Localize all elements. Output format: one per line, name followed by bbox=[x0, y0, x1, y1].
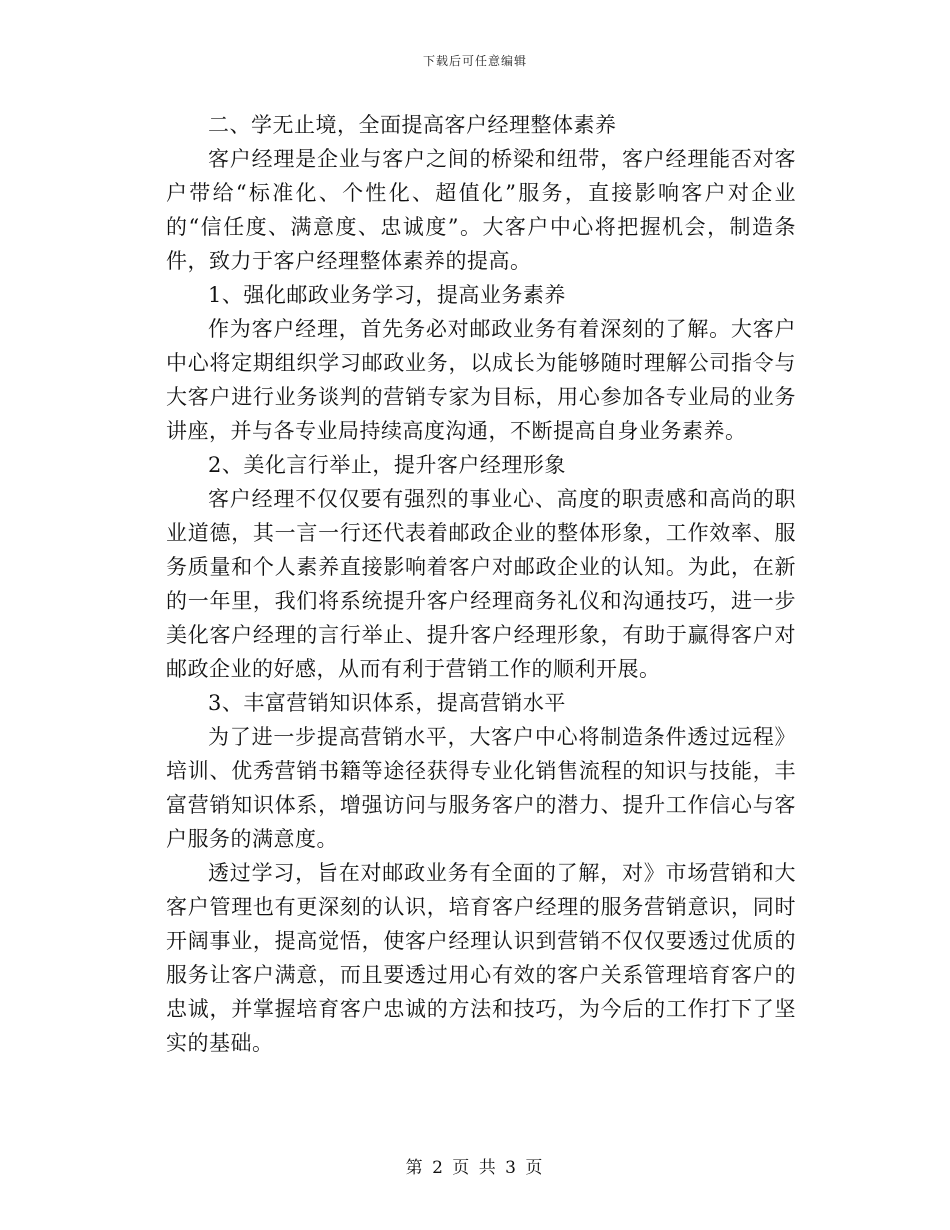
page-header: 下载后可任意编辑 bbox=[422, 54, 527, 68]
subsection-heading: 2、美化言行举止，提升客户经理形象 bbox=[208, 453, 566, 477]
subsection-heading: 3、丰富营销知识体系，提高营销水平 bbox=[208, 691, 566, 715]
subsection-heading: 1、强化邮政业务学习，提高业务素养 bbox=[208, 283, 566, 307]
body-paragraph: 为了进一步提高营销水平，大客户中心将制造条件透过远程》培训、优秀营销书籍等途径获得专业化销售流程的知识与技能，丰富营销知识体系，增强访问与服务客户的潜力、提升工作信心与客户服务的满意度。 bbox=[166, 725, 796, 851]
body-paragraph: 透过学习，旨在对邮政业务有全面的了解，对》市场营销和大客户管理也有更深刻的认识，培育客户经理的服务营销意识，同时开阔事业，提高觉悟，使客户经理认识到营销不仅仅要透过优质的服务让客户满意，而且要透过用心有效的客户关系管理培育客户的忠诚，并掌握培育客户忠诚的方法和技巧，为今后的工作打下了坚实的基础。 bbox=[166, 861, 796, 1055]
document-body bbox=[166, 108, 796, 1060]
page-number: 第 2 页 共 3 页 bbox=[405, 1158, 545, 1178]
body-paragraph: 客户经理是企业与客户之间的桥梁和纽带，客户经理能否对客户带给“标准化、个性化、超值化”服务，直接影响客户对企业的“信任度、满意度、忠诚度”。大客户中心将把握机会，制造条件，致力于客户经理整体素养的提高。 bbox=[166, 147, 796, 273]
section-heading: 二、学无止境，全面提高客户经理整体素养 bbox=[208, 113, 617, 137]
body-paragraph: 客户经理不仅仅要有强烈的事业心、高度的职责感和高尚的职业道德，其一言一行还代表着邮政企业的整体形象，工作效率、服务质量和个人素养直接影响着客户对邮政企业的认知。为此，在新的一年里，我们将系统提升客户经理商务礼仪和沟通技巧，进一步美化客户经理的言行举止、提升客户经理形象，有助于赢得客户对邮政企业的好感，从而有利于营销工作的顺利开展。 bbox=[166, 487, 796, 681]
body-paragraph: 作为客户经理，首先务必对邮政业务有着深刻的了解。大客户中心将定期组织学习邮政业务，以成长为能够随时理解公司指令与大客户进行业务谈判的营销专家为目标，用心参加各专业局的业务讲座，并与各专业局持续高度沟通，不断提高自身业务素养。 bbox=[166, 317, 796, 443]
